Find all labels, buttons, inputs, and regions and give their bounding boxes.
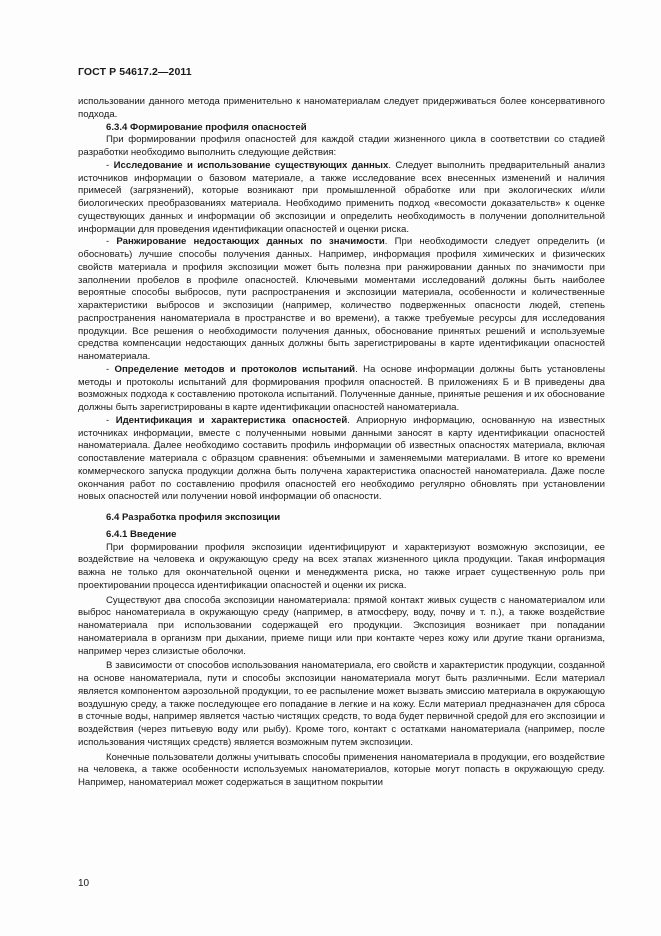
list-item-title: Исследование и использование существующих данных bbox=[113, 159, 389, 171]
list-item-text: . При необходимости следует определить (и обосновать) лучшие способы получения данных. Например, информация профиля химических и физических свойств материала и профиля экспозиции может быть полезна при ранжировании данных по значимости при заполнении пробелов в профиле опасностей. Ключевыми моментами исследований должны быть наиболее вероятные способы выбросов, пути распространения и экспозиции материала, особенности и количественные характеристики выбросов и экспозиции (например, количество подверженных опасности людей, степень распространения наноматериала в пространстве и во времени), а также требуемые ресурсы для исследования продукции. Все решения о необходимости получения данных, обоснование принятых решений и используемые средства компенсации недостающих данных должны быть зарегистрированы в карте идентификации опасностей наноматериала. bbox=[78, 236, 605, 362]
list-dash: - bbox=[106, 159, 114, 171]
paragraph-continuation: использовании данного метода применительно к наноматериалам следует придерживаться более консервативного подхода. bbox=[78, 96, 605, 120]
list-item-title: Ранжирование недостающих данных по значимости bbox=[116, 236, 385, 248]
section-heading-6-4: 6.4 Разработка профиля экспозиции bbox=[106, 512, 281, 523]
list-item-identification bbox=[78, 415, 605, 504]
list-item-title: Определение методов и протоколов испытаний bbox=[114, 363, 356, 375]
paragraph-intro: При формировании профиля опасностей для каждой стадии жизненного цикла в соответствии со стадией разработки необходимо выполнить следующие действия: bbox=[78, 134, 605, 158]
paragraph-exposure-pathways: В зависимости от способов использования наноматериала, его свойств и характеристик продукции, созданной на основе наноматериала, пути и способы экспозиции наноматериала могут быть различными. Если материал является компонентом аэрозольной продукции, то ее распыление может вызвать эмиссию материала в окружающую воздушную среду, а также последующее его попадание в легкие и на кожу. Если материал предназначен для сброса в сточные воды, например является частью чистящих средств, то вода будет первичной средой для его экспозиции и воздействия (через питьевую воду или рыбу). Кроме того, контакт с остатками наноматериала (например, после использования чистящих средств) является возможным путем экспозиции. bbox=[78, 660, 605, 748]
list-dash: - bbox=[106, 236, 117, 248]
list-item-text: . На основе информации должны быть установлены методы и протоколы испытаний для формирования профиля опасностей. В приложениях Б и В приведены два возможных подхода к составлению протокола испытаний. Полученные данные, принятые решения и их обоснование должны быть зарегистрированы в карте идентификации опасностей наноматериала. bbox=[78, 363, 605, 413]
document-header: ГОСТ Р 54617.2—2011 bbox=[78, 66, 192, 78]
list-item-title: Идентификация и характеристика опасностей bbox=[115, 414, 348, 426]
list-item-test-methods bbox=[78, 364, 605, 415]
list-dash: - bbox=[106, 414, 116, 426]
paragraph-exposure-intro: При формировании профиля экспозиции идентифицируют и характеризуют возможную экспозиции, ее воздействие на человека и окружающую среду на всех этапах жизненного цикла продукции. Такая информация важна не только для окончательной оценки и менеджмента риска, но также играет существенную роль при проектировании процесса идентификации опасностей и оценки их риска. bbox=[78, 541, 605, 591]
section-heading-6-3-4: 6.3.4 Формирование профиля опасностей bbox=[106, 121, 307, 133]
section-heading-6-4-1: 6.4.1 Введение bbox=[106, 528, 177, 540]
list-item-existing-data bbox=[78, 160, 605, 237]
list-item-text: . Следует выполнить предварительный анализ источников информации о базовом материале, а также исследование всех внесенных изменений и наличия примесей (загрязнений), которые возникают при промышленной обработке или при экологических и/или биологических преобразованиях материала. Необходимо применить подход «весомости доказательств» к оценке существующих данных и информации об экспозиции и определить необходимость в получении дополнительной информации для проведения идентификации опасностей и оценки риска. bbox=[78, 159, 606, 235]
paragraph-exposure-methods: Существуют два способа экспозиции наноматериала: прямой контакт живых существ с наноматериалом или выброс наноматериала в окружающую среду (например, в атмосферу, воду, почву и т. п.), а также воздействие наноматериала при использовании содержащей его продукции. Экспозиция возникает при попадании наноматериала в организм при дыхании, приеме пищи или при контакте через кожу или другие ткани организма, например через слизистые оболочки. bbox=[78, 594, 605, 657]
paragraph-end-users: Конечные пользователи должны учитывать способы применения наноматериала в продукции, его воздействие на человека, а также особенности используемых наноматериалов, которые могут попасть в окружающую среду. Например, наноматериал может содержаться в защитном покрытии bbox=[78, 751, 605, 788]
page-number: 10 bbox=[78, 878, 90, 889]
document-body bbox=[78, 96, 605, 790]
list-item-text: . Априорную информацию, основанную на известных источниках информации, вместе с полученными новыми данными заносят в карту идентификации опасностей наноматериала. Далее необходимо составить профиль информации об известных опасностях материала, включая сопоставление материала с образцом сравнения: объемными и заменяемыми материалами. В итоге ко времени коммерческого запуска продукции должна быть получена характеристика опасностей наноматериала. Даже после окончания работ по составлению профиля опасностей его необходимо регулярно обновлять при установлении новых опасностей или получении новой информации об опасности. bbox=[78, 414, 605, 503]
list-dash: - bbox=[106, 363, 115, 375]
list-item-ranking bbox=[78, 236, 605, 364]
